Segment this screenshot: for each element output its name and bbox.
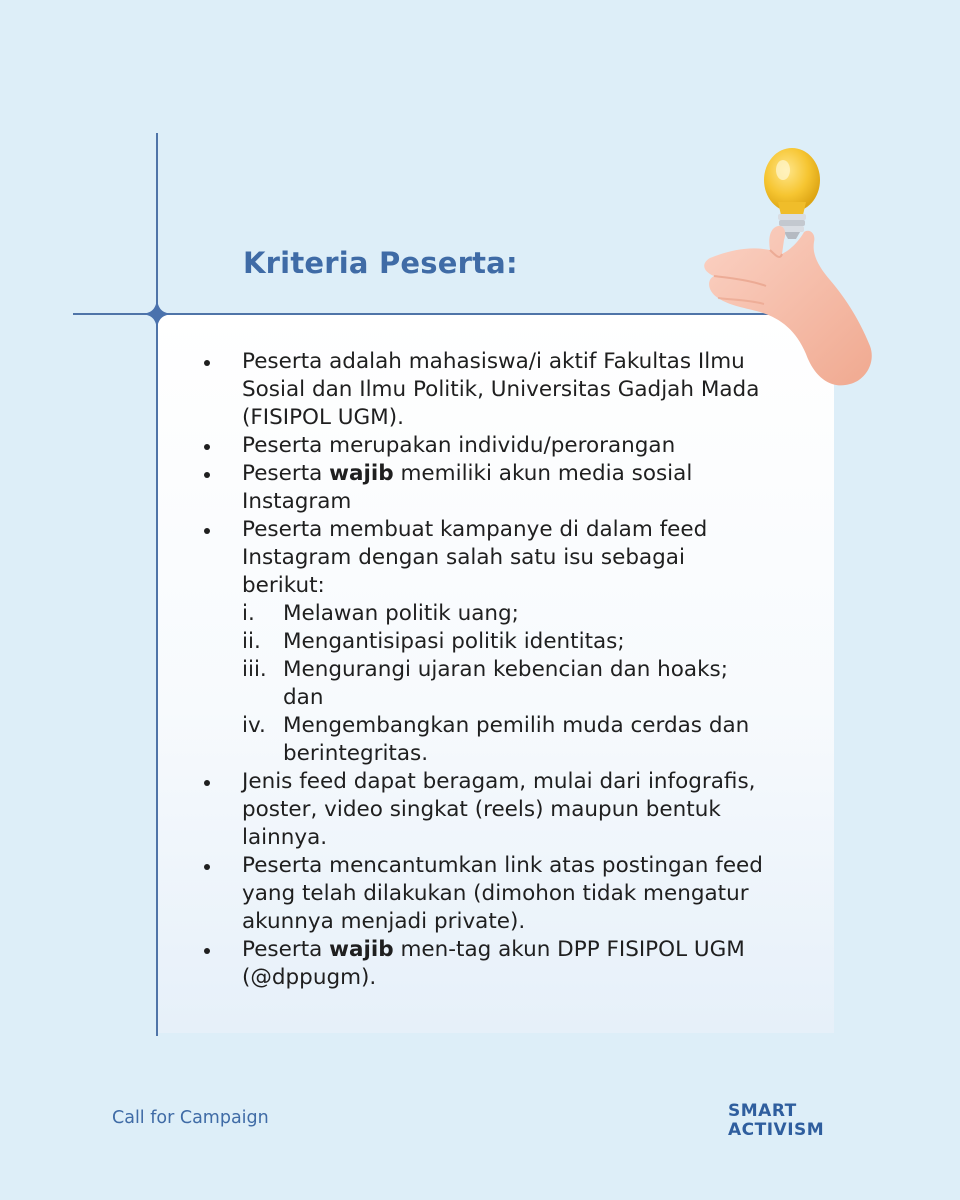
list-item: Peserta wajib memiliki akun media sosial Instagram — [200, 460, 770, 516]
emphasis-text: wajib — [329, 937, 394, 962]
list-item: Jenis feed dapat beragam, mulai dari infografis, poster, video singkat (reels) maupun bentuk lainnya. — [200, 768, 770, 852]
horizontal-divider — [73, 313, 784, 315]
list-item: Peserta merupakan individu/perorangan — [200, 432, 770, 460]
four-point-star-icon — [142, 299, 172, 329]
footer-label: Call for Campaign — [112, 1108, 269, 1128]
list-item: Peserta adalah mahasiswa/i aktif Fakultas Ilmu Sosial dan Ilmu Politik, Universitas Gadjah Mada (FISIPOL UGM). — [200, 348, 770, 432]
list-item: Peserta mencantumkan link atas postingan feed yang telah dilakukan (dimohon tidak mengatur akunnya menjadi private). — [200, 852, 770, 936]
smart-activism-logo: SMART ACTIVISM — [728, 1101, 825, 1140]
bullet-icon — [204, 864, 210, 870]
sub-list-item: iv. Mengembangkan pemilih muda cerdas dan berintegritas. — [242, 713, 750, 766]
bullet-icon — [204, 360, 210, 366]
bullet-icon — [204, 948, 210, 954]
bullet-icon — [204, 472, 210, 478]
bullet-icon — [204, 528, 210, 534]
bullet-icon — [204, 444, 210, 450]
sub-list-item: iii. Mengurangi ujaran kebencian dan hoaks; dan — [242, 657, 729, 710]
criteria-list — [200, 348, 770, 992]
emphasis-text: wajib — [329, 461, 394, 486]
sub-list-item: ii. Mengantisipasi politik identitas; — [242, 629, 625, 654]
list-item: Peserta membuat kampanye di dalam feed Instagram dengan salah satu isu sebagai berikut: i. Melawan politik uang; ii. Mengantisipasi politik identitas; iii. Mengurangi ujaran kebencian dan hoaks; dan iv. Mengembangkan pemilih muda cerdas dan berintegritas. — [200, 516, 770, 768]
bullet-icon — [204, 780, 210, 786]
list-item: Peserta wajib men-tag akun DPP FISIPOL UGM (@dppugm). — [200, 936, 770, 992]
vertical-divider — [156, 133, 158, 1036]
page-title: Kriteria Peserta: — [243, 246, 518, 280]
sub-list-item: i. Melawan politik uang; — [242, 601, 519, 626]
